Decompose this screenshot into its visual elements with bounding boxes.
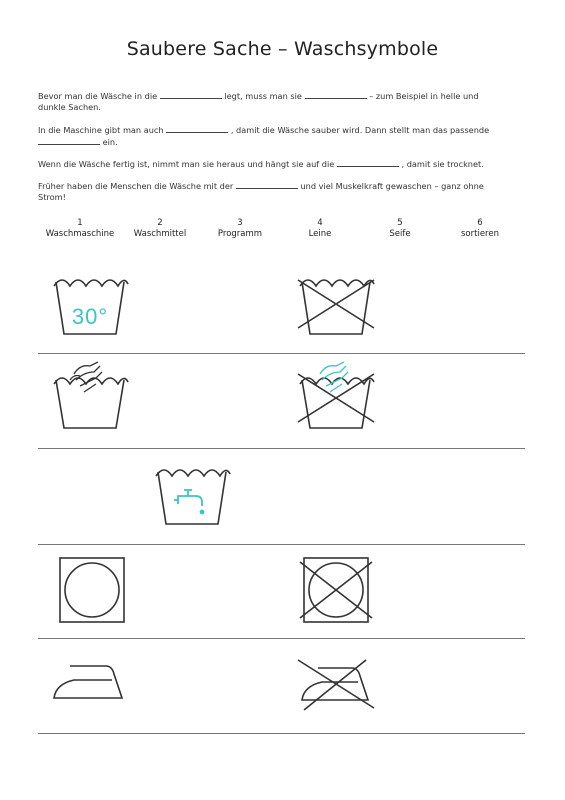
iron-icon: [50, 660, 130, 710]
blank-field[interactable]: [38, 136, 100, 145]
word-bank-item: 6 sortieren: [461, 218, 499, 239]
page-title: Saubere Sache – Waschsymbole: [126, 38, 439, 60]
row-divider: [38, 448, 525, 449]
tumble-dry-icon: [58, 556, 128, 626]
no-wash-icon: [296, 270, 376, 340]
blank-field[interactable]: [166, 124, 228, 133]
wash-30-icon: [50, 270, 130, 340]
blank-field[interactable]: [236, 180, 298, 189]
sentence-2: In die Maschine gibt man auch , damit die Wäsche sauber wird. Dann stellt man das passende ein.: [38, 125, 490, 147]
no-hand-wash-icon: [296, 360, 376, 430]
word-bank-item: 2 Waschmittel: [133, 218, 187, 239]
temperature-label: 30°: [71, 304, 109, 329]
faucet-tub-icon: [152, 460, 232, 530]
blank-field[interactable]: [305, 90, 367, 99]
hand-wash-icon: [50, 360, 130, 430]
row-divider: [38, 733, 525, 734]
sentence-4: Früher haben die Menschen die Wäsche mit der und viel Muskelkraft gewaschen – ganz ohne Strom!: [38, 181, 484, 202]
sentence-1: Bevor man die Wäsche in die legt, muss man sie – zum Beispiel in helle und dunkle Sachen.: [38, 91, 479, 112]
word-bank-item: 4 Leine: [308, 218, 332, 239]
word-bank-item: 3 Programm: [217, 218, 263, 239]
row-divider: [38, 353, 525, 354]
row-divider: [38, 544, 525, 545]
no-tumble-dry-icon: [296, 556, 376, 626]
word-bank-item: 1 Waschmaschine: [45, 218, 115, 239]
faucet-icon: [174, 490, 204, 514]
no-iron-icon: [296, 656, 376, 714]
word-bank-item: 5 Seife: [389, 218, 411, 239]
row-divider: [38, 638, 525, 639]
blank-field[interactable]: [337, 158, 399, 167]
sentence-3: Wenn die Wäsche fertig ist, nimmt man sie heraus und hängt sie auf die , damit sie trocknet.: [38, 159, 484, 169]
blank-field[interactable]: [160, 90, 222, 99]
